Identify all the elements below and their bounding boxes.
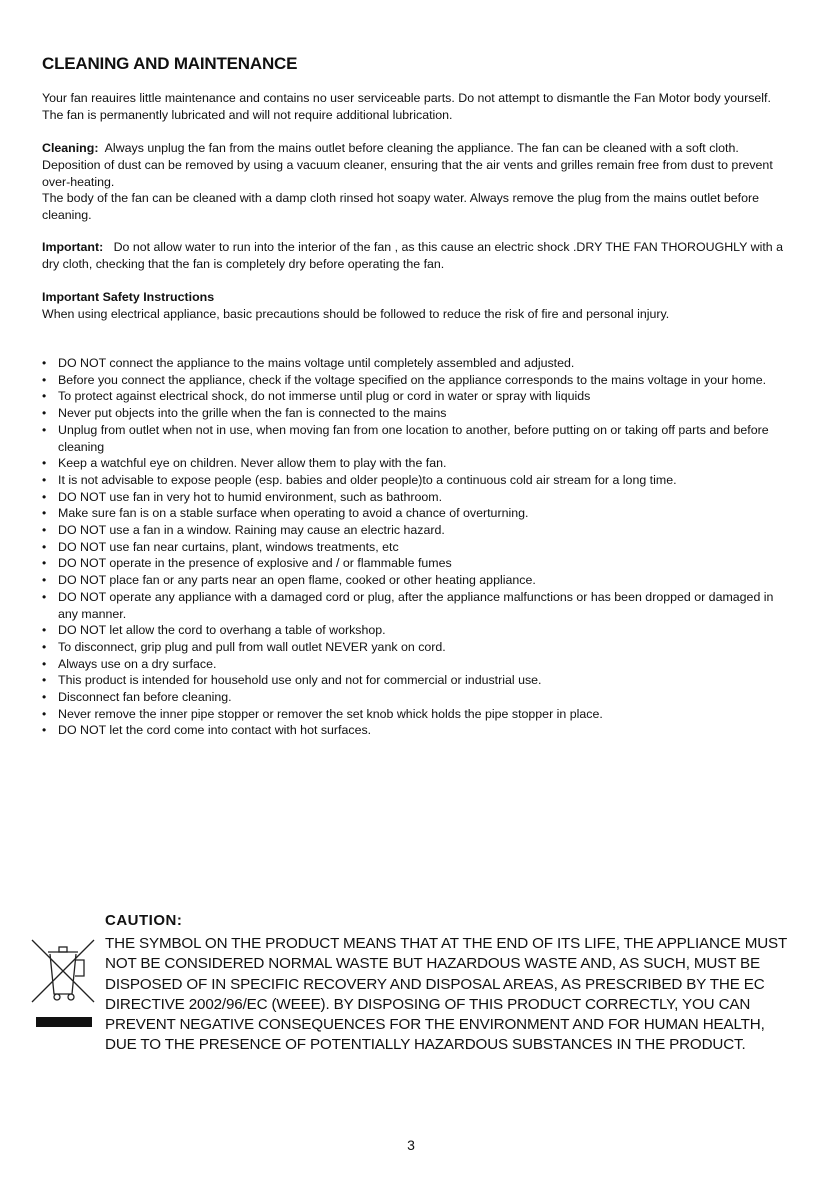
list-item: • To disconnect, grip plug and pull from wall outlet NEVER yank on cord. (42, 639, 794, 656)
list-item: • This product is intended for household use only and not for commercial or industrial use. (42, 672, 794, 689)
list-item: • Make sure fan is on a stable surface when operating to avoid a chance of overturning. (42, 505, 794, 522)
list-item: • DO NOT let the cord come into contact with hot surfaces. (42, 722, 794, 739)
important-text: Do not allow water to run into the interior of the fan , as this cause an electric shock .DRY THE FAN THOROUGHLY with a dry cloth, checking that the fan is completely dry before operating the fan. (42, 240, 783, 271)
list-item: • DO NOT connect the appliance to the mains voltage until completely assembled and adjusted. (42, 355, 794, 372)
list-item: • Keep a watchful eye on children. Never allow them to play with the fan. (42, 455, 794, 472)
list-item: • Never remove the inner pipe stopper or remover the set knob whick holds the pipe stopper in place. (42, 706, 794, 723)
list-item: • DO NOT operate in the presence of explosive and / or flammable fumes (42, 555, 794, 572)
safety-rules-list (42, 355, 794, 739)
list-item: • DO NOT let allow the cord to overhang a table of workshop. (42, 622, 794, 639)
caution-heading: CAUTION: (105, 912, 183, 929)
cleaning-paragraph (42, 140, 794, 190)
safety-intro: When using electrical appliance, basic precautions should be followed to reduce the risk of fire and personal injury. (42, 307, 670, 321)
list-item: • Disconnect fan before cleaning. (42, 689, 794, 706)
important-label: Important: (42, 240, 104, 254)
list-item: • DO NOT use fan near curtains, plant, windows treatments, etc (42, 539, 794, 556)
list-item: • Always use on a dry surface. (42, 656, 794, 673)
list-item: • DO NOT operate any appliance with a damaged cord or plug, after the appliance malfunctions or has been dropped or damaged in any manner. (42, 589, 794, 622)
list-item: • DO NOT use fan in very hot to humid environment, such as bathroom. (42, 489, 794, 506)
list-item: • DO NOT place fan or any parts near an open flame, cooked or other heating appliance. (42, 572, 794, 589)
page-title: CLEANING AND MAINTENANCE (42, 54, 298, 73)
list-item: • Never put objects into the grille when the fan is connected to the mains (42, 405, 794, 422)
cleaning-text: Always unplug the fan from the mains outlet before cleaning the appliance. The fan can be cleaned with a soft cloth. Deposition of dust can be removed by using a vacuum cleaner, ensuring that the air vents and grilles remain free from dust to prevent over-heating. (42, 141, 773, 189)
safety-heading: Important Safety Instructions (42, 290, 215, 304)
list-item: • Before you connect the appliance, check if the voltage specified on the appliance corresponds to the mains voltage in your home. (42, 372, 794, 389)
list-item: • Unplug from outlet when not in use, when moving fan from one location to another, before putting on or taking off parts and before cleaning (42, 422, 794, 455)
list-item: • It is not advisable to expose people (esp. babies and older people)to a continuous cold air stream for a long time. (42, 472, 794, 489)
weee-crossed-bin-icon (28, 936, 98, 1028)
important-paragraph (42, 239, 794, 273)
body-cleaning-paragraph: The body of the fan can be cleaned with a damp cloth rinsed hot soapy water. Always remove the plug from the mains outlet before cleaning. (42, 191, 760, 222)
list-item: • To protect against electrical shock, do not immerse until plug or cord in water or spray with liquids (42, 388, 794, 405)
intro-paragraph: Your fan reauires little maintenance and contains no user serviceable parts. Do not attempt to dismantle the Fan Motor body yourself. The fan is permanently lubricated and will not require additional lubrication. (42, 91, 771, 122)
list-item: • DO NOT use a fan in a window. Raining may cause an electric hazard. (42, 522, 794, 539)
caution-text: THE SYMBOL ON THE PRODUCT MEANS THAT AT THE END OF ITS LIFE, THE APPLIANCE MUST NOT BE CONSIDERED NORMAL WASTE BUT HAZARDOUS WASTE AND, AS SUCH, MUST BE DISPOSED OF IN SPECIFIC RECOVERY AND DISPOSAL AREAS, AS PRESCRIBED BY THE EC DIRECTIVE 2002/96/EC (WEEE). BY DISPOSING OF THIS PRODUCT CORRECTLY, YOU CAN PREVENT NEGATIVE CONSEQUENCES FOR THE ENVIRONMENT AND FOR HUMAN HEALTH, DUE TO THE PRESENCE OF POTENTIALLY HAZARDOUS SUBSTANCES IN THE PRODUCT. (105, 935, 787, 1054)
cleaning-label: Cleaning: (42, 141, 99, 155)
page-number: 3 (407, 1137, 415, 1153)
